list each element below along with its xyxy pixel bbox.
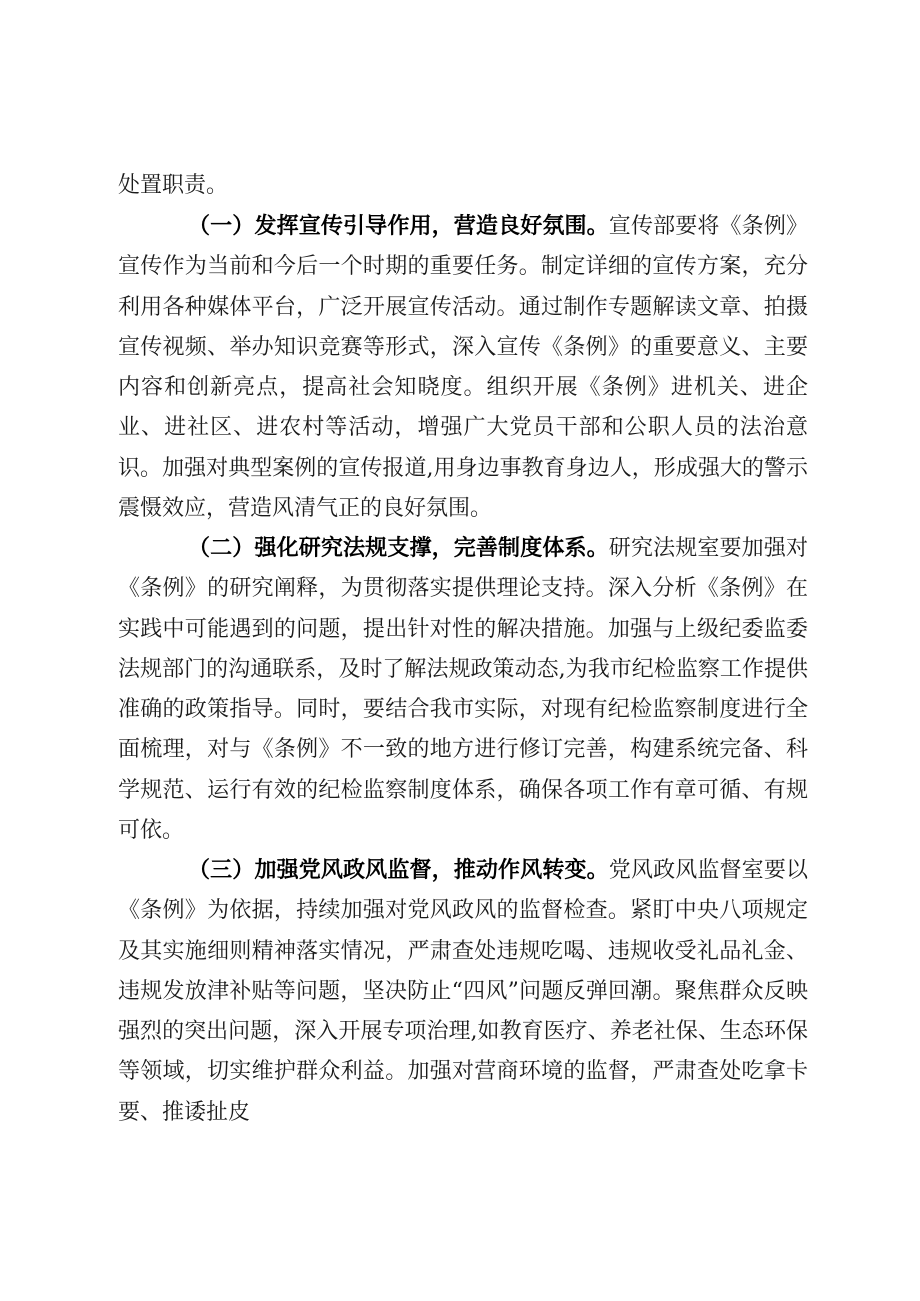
paragraph-section-1: [118, 206, 808, 529]
paragraph-continuation: [118, 166, 808, 206]
section-heading: （一）发挥宣传引导作用，营造良好氛围。: [188, 213, 609, 239]
paragraph-body: 党风政风监督室要以《条例》为依据，持续加强对党风政风的监督检查。紧盯中央八项规定及其实施细则精神落实情况，严肃查处违规吃喝、违规收受礼品礼金、违规发放津补贴等问题，坚决防止“四风”问题反弹回潮。聚焦群众反映强烈的突出问题，深入开展专项治理,如教育医疗、养老社保、生态环保等领域，切实维护群众利益。加强对营商环境的监督，严肃查处吃拿卡要、推诿扯皮: [118, 858, 808, 1125]
paragraph-body: 处置职责。: [118, 173, 229, 198]
paragraph-text: [118, 206, 808, 529]
paragraph-text: [118, 528, 808, 851]
paragraph-text: [118, 850, 808, 1133]
paragraph-section-2: [118, 528, 808, 851]
section-heading: （三）加强党风政风监督，推动作风转变。: [188, 857, 609, 883]
paragraph-body: 研究法规室要加强对《条例》的研究阐释，为贯彻落实提供理论支持。深入分析《条例》在实践中可能遇到的问题，提出针对性的解决措施。加强与上级纪委监委法规部门的沟通联系，及时了解法规政策动态,为我市纪检监察工作提供准确的政策指导。同时，要结合我市实际，对现有纪检监察制度进行全面梳理，对与《条例》不一致的地方进行修订完善，构建系统完备、科学规范、运行有效的纪检监察制度体系，确保各项工作有章可循、有规可依。: [118, 536, 808, 844]
paragraph-body: 宣传部要将《条例》宣传作为当前和今后一个时期的重要任务。制定详细的宣传方案，充分利用各种媒体平台，广泛开展宣传活动。通过制作专题解读文章、拍摄宣传视频、举办知识竞赛等形式，深入宣传《条例》的重要意义、主要内容和创新亮点，提高社会知晓度。组织开展《条例》进机关、进企业、进社区、进农村等活动，增强广大党员干部和公职人员的法治意识。加强对典型案例的宣传报道,用身边事教育身边人，形成强大的警示震慑效应，营造风清气正的良好氛围。: [118, 214, 808, 522]
section-heading: （二）强化研究法规支撑，完善制度体系。: [188, 535, 609, 561]
paragraph-section-3: [118, 850, 808, 1133]
